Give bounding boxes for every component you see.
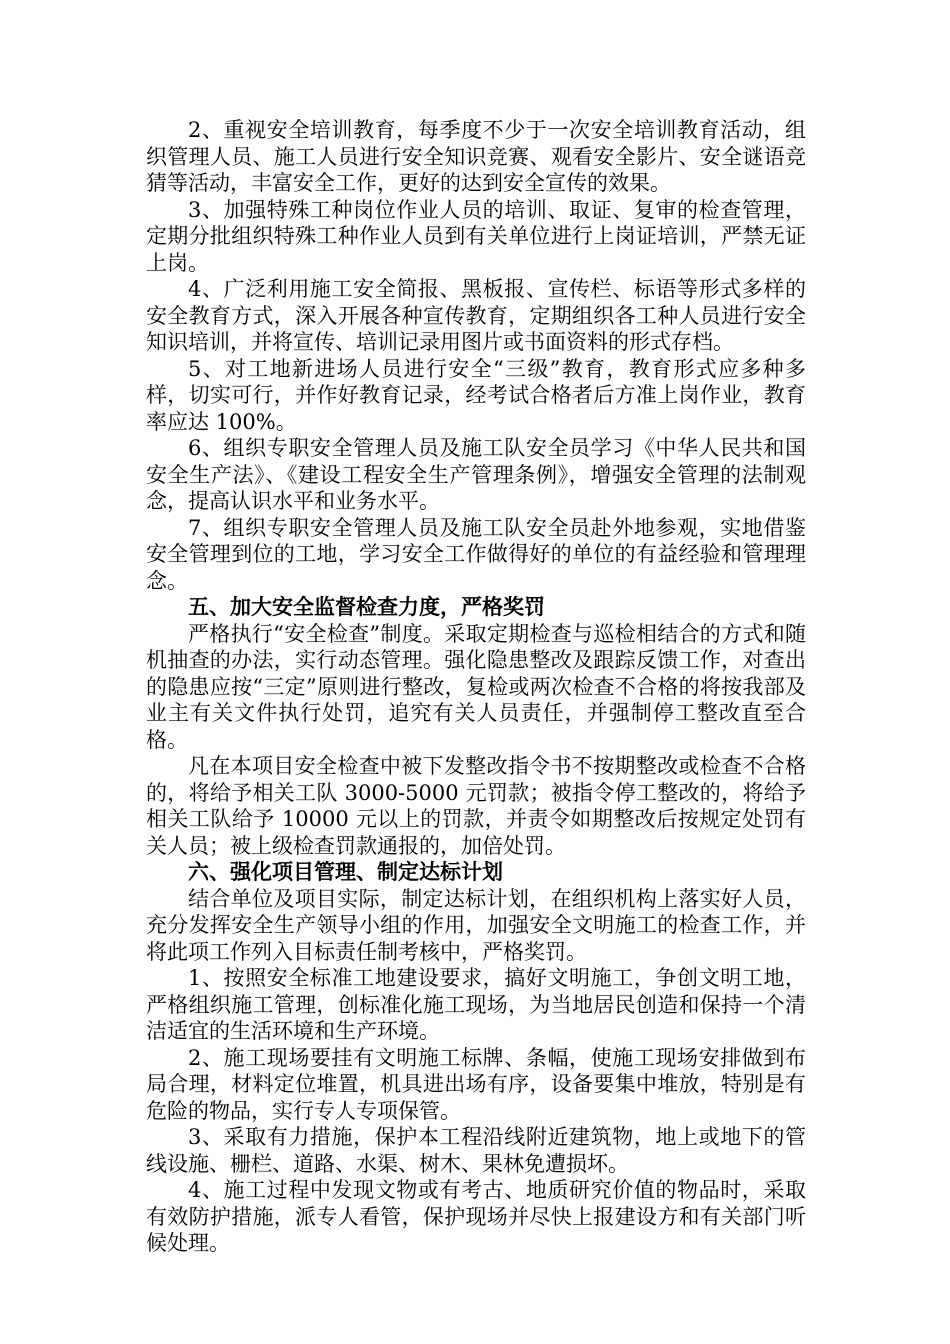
section-heading-inspection: 五、加大安全监督检查力度，严格奖罚 <box>188 594 545 619</box>
paragraph-site-layout: 2、施工现场要挂有文明施工标牌、条幅，使施工现场安排做到布局合理，材料定位堆置，机具进出场有序，设备要集中堆放，特别是有危险的物品，实行专人专项保管。 <box>146 1045 806 1123</box>
paragraph-penalties: 凡在本项目安全检查中被下发整改指令书不按期整改或检查不合格的，将给予相关工队 3000-5000 元罚款；被指令停工整改的，将给予相关工队给予 10000 元以上的罚款，并责令如期整改后按规定处罚有关人员；被上级检查罚款通报的，加倍处罚。 <box>146 754 806 858</box>
section-heading-project-management: 六、强化项目管理、制定达标计划 <box>188 859 503 884</box>
paragraph-site-visit: 7、组织专职安全管理人员及施工队安全员赴外地参观，实地借鉴安全管理到位的工地，学习安全工作做得好的单位的有益经验和管理理念。 <box>146 515 806 593</box>
paragraph-cultural-relics: 4、施工过程中发现文物或有考古、地质研究价值的物品时，采取有效防护措施，派专人看管，保护现场并尽快上报建设方和有关部门听候处理。 <box>146 1178 806 1255</box>
paragraph-inspection-system: 严格执行“安全检查”制度。采取定期检查与巡检相结合的方式和随机抽查的办法，实行动态管理。强化隐患整改及跟踪反馈工作，对查出的隐患应按“三定”原则进行整改，复检或两次检查不合格的将按我部及业主有关文件执行处罚，追究有关人员责任，并强制停工整改直至合格。 <box>146 621 806 752</box>
document-page <box>146 117 806 1257</box>
paragraph-publicity: 4、广泛利用施工安全简报、黑板报、宣传栏、标语等形式多样的安全教育方式，深入开展各种宣传教育，定期组织各工种人员进行安全知识培训，并将宣传、培训记录用图片或书面资料的形式存档。 <box>146 277 806 354</box>
paragraph-three-level-education: 5、对工地新进场人员进行安全“三级”教育，教育形式应多种多样，切实可行，并作好教育记录，经考试合格者后方准上岗作业，教育率应达 100%。 <box>146 356 806 434</box>
paragraph-standard-plan: 结合单位及项目实际，制定达标计划，在组织机构上落实好人员，充分发挥安全生产领导小组的作用，加强安全文明施工的检查工作，并将此项工作列入目标责任制考核中，严格奖罚。 <box>146 886 806 964</box>
paragraph-protection-measures: 3、采取有力措施，保护本工程沿线附近建筑物，地上或地下的管线设施、栅栏、道路、水渠、树木、果林免遭损坏。 <box>146 1125 806 1176</box>
paragraph-law-study: 6、组织专职安全管理人员及施工队安全员学习《中华人民共和国安全生产法》、《建设工程安全生产管理条例》，增强安全管理的法制观念，提高认识水平和业务水平。 <box>146 436 806 513</box>
paragraph-training-education: 2、重视安全培训教育，每季度不少于一次安全培训教育活动，组织管理人员、施工人员进行安全知识竞赛、观看安全影片、安全谜语竞猜等活动，丰富安全工作，更好的达到安全宣传的效果。 <box>146 118 806 195</box>
paragraph-civilized-construction: 1、按照安全标准工地建设要求，搞好文明施工，争创文明工地，严格组织施工管理，创标准化施工现场，为当地居民创造和保持一个清洁适宜的生活环境和生产环境。 <box>146 966 806 1043</box>
paragraph-special-trades: 3、加强特殊工种岗位作业人员的培训、取证、复审的检查管理，定期分批组织特殊工种作业人员到有关单位进行上岗证培训，严禁无证上岗。 <box>146 197 806 275</box>
